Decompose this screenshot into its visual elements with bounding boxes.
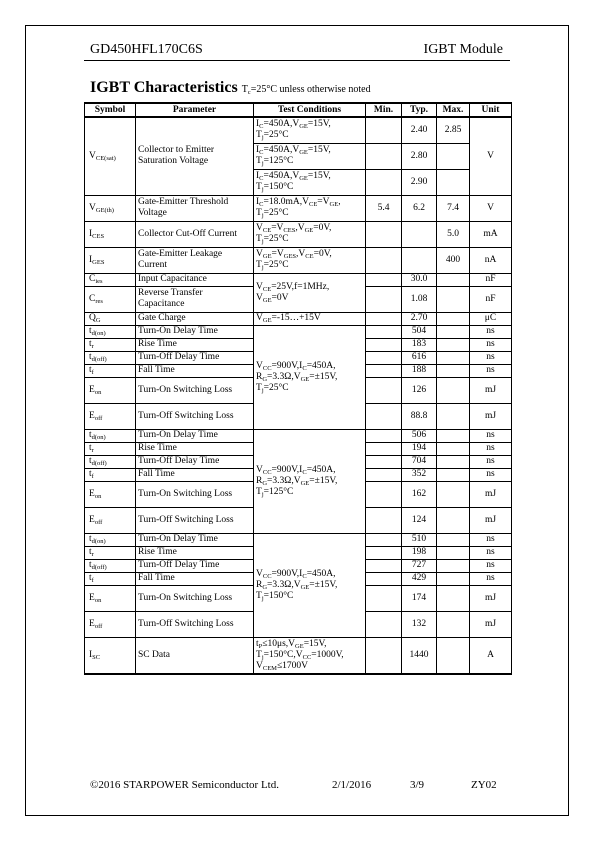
symbol-cell: $t_{d(off)}$ (85, 351, 136, 364)
typ-cell: 174 (402, 585, 437, 611)
symbol-cell: $I_{GES}$ (85, 247, 136, 273)
typ-cell: 188 (402, 364, 437, 377)
min-cell (366, 338, 402, 351)
min-cell (366, 468, 402, 481)
symbol-cell: $C_{res}$ (85, 286, 136, 312)
unit-cell: ns (470, 325, 512, 338)
condition-cell: $I_C=450A,V_{GE}=15V$, $T_j=150^\circ C$ (254, 169, 366, 195)
part-number: GD450HFL170C6S (90, 42, 203, 57)
symbol-cell: $E_{on}$ (85, 377, 136, 403)
condition-cell: $V_{GE}=-15\dots+15V$ (254, 312, 366, 325)
unit-cell: nF (470, 273, 512, 286)
section-title (90, 79, 371, 97)
typ-cell: 727 (402, 559, 437, 572)
symbol-cell: $E_{on}$ (85, 585, 136, 611)
table-row (85, 195, 512, 221)
footer-code: ZY02 (471, 779, 497, 791)
parameter-cell: Fall Time (136, 468, 254, 481)
unit-cell: ns (470, 559, 512, 572)
max-cell (437, 507, 470, 533)
parameter-cell: Gate Charge (136, 312, 254, 325)
unit-cell: mJ (470, 611, 512, 637)
table-row (85, 312, 512, 325)
igbt-characteristics-table (84, 102, 512, 675)
max-cell (437, 273, 470, 286)
parameter-cell: Turn-On Switching Loss (136, 585, 254, 611)
condition-cell: $V_{CC}=900V,I_C=450A$, $R_G=3.3\Omega,V_{GE}=\pm 15V$, $T_j=150^\circ C$ (254, 533, 366, 637)
min-cell (366, 221, 402, 247)
unit-cell: mJ (470, 377, 512, 403)
condition-cell: $I_C=18.0mA,V_{CE}=V_{GE}$, $T_j=25^\circ C$ (254, 195, 366, 221)
max-cell (437, 364, 470, 377)
min-cell (366, 585, 402, 611)
col-header: Max. (437, 103, 470, 117)
symbol-cell: $E_{off}$ (85, 403, 136, 429)
unit-cell: ns (470, 533, 512, 546)
footer-date: 2/1/2016 (332, 779, 372, 791)
max-cell (437, 325, 470, 338)
parameter-cell: Turn-Off Switching Loss (136, 611, 254, 637)
header-rule (84, 60, 510, 61)
condition-cell: $t_P\le 10\mu s,V_{GE}=15V$, $T_j=150^\circ C,V_{CC}=1000V$, $V_{CEM}\le 1700V$ (254, 637, 366, 674)
section-condition: $T_c=25^\circ C$ unless otherwise noted (241, 84, 371, 96)
col-header: Test Conditions (254, 103, 366, 117)
max-cell (437, 312, 470, 325)
condition-cell: $V_{CE}=25V,f=1MHz$, $V_{GE}=0V$ (254, 273, 366, 312)
typ-cell: 616 (402, 351, 437, 364)
max-cell (437, 455, 470, 468)
min-cell (366, 273, 402, 286)
parameter-cell: Fall Time (136, 364, 254, 377)
unit-cell: ns (470, 338, 512, 351)
min-cell (366, 637, 402, 674)
unit-cell: mJ (470, 481, 512, 507)
table-row (85, 221, 512, 247)
min-cell (366, 377, 402, 403)
symbol-cell: $I_{SC}$ (85, 637, 136, 674)
parameter-cell: Turn-Off Delay Time (136, 559, 254, 572)
condition-cell: $V_{CC}=900V,I_C=450A$, $R_G=3.3\Omega,V_{GE}=\pm 15V$, $T_j=25^\circ C$ (254, 325, 366, 429)
max-cell (437, 468, 470, 481)
symbol-cell: $C_{ies}$ (85, 273, 136, 286)
unit-cell: mA (470, 221, 512, 247)
footer-page: 3/9 (410, 779, 425, 791)
typ-cell: 1.08 (402, 286, 437, 312)
symbol-cell: $t_f$ (85, 572, 136, 585)
unit-cell: V (470, 117, 512, 195)
min-cell: 5.4 (366, 195, 402, 221)
symbol-cell: $t_r$ (85, 338, 136, 351)
unit-cell: mJ (470, 403, 512, 429)
col-header: Min. (366, 103, 402, 117)
unit-cell: A (470, 637, 512, 674)
symbol-cell: $t_f$ (85, 364, 136, 377)
condition-cell: $V_{GE}=V_{GES},V_{CE}=0V$, $T_j=25^\circ C$ (254, 247, 366, 273)
unit-cell: mJ (470, 507, 512, 533)
typ-cell: 183 (402, 338, 437, 351)
max-cell (437, 429, 470, 442)
max-cell: 2.85 (437, 117, 470, 143)
parameter-cell: Gate-Emitter Leakage Current (136, 247, 254, 273)
symbol-cell: $E_{on}$ (85, 481, 136, 507)
table-row (85, 273, 512, 286)
typ-cell: 2.70 (402, 312, 437, 325)
unit-cell: nF (470, 286, 512, 312)
footer-copyright: ©2016 STARPOWER Semiconductor Ltd. (90, 779, 279, 791)
typ-cell: 1440 (402, 637, 437, 674)
max-cell: 5.0 (437, 221, 470, 247)
symbol-cell: $I_{CES}$ (85, 221, 136, 247)
typ-cell: 162 (402, 481, 437, 507)
max-cell (437, 572, 470, 585)
parameter-cell: Turn-On Switching Loss (136, 481, 254, 507)
min-cell (366, 351, 402, 364)
condition-cell: $I_C=450A,V_{GE}=15V$, $T_j=125^\circ C$ (254, 143, 366, 169)
min-cell (366, 247, 402, 273)
parameter-cell: Fall Time (136, 572, 254, 585)
module-type: IGBT Module (423, 42, 503, 57)
parameter-cell: Rise Time (136, 338, 254, 351)
table-row (85, 429, 512, 442)
max-cell (437, 481, 470, 507)
min-cell (366, 611, 402, 637)
typ-cell: 2.90 (402, 169, 437, 195)
symbol-cell: $t_{d(on)}$ (85, 429, 136, 442)
typ-cell: 124 (402, 507, 437, 533)
table-header-row (85, 103, 512, 117)
parameter-cell: Input Capacitance (136, 273, 254, 286)
parameter-cell: Turn-On Switching Loss (136, 377, 254, 403)
table-row (85, 117, 512, 143)
max-cell (437, 533, 470, 546)
parameter-cell: SC Data (136, 637, 254, 674)
col-header: Parameter (136, 103, 254, 117)
condition-cell: $V_{CC}=900V,I_C=450A$, $R_G=3.3\Omega,V_{GE}=\pm 15V$, $T_j=125^\circ C$ (254, 429, 366, 533)
typ-cell: 704 (402, 455, 437, 468)
symbol-cell: $t_r$ (85, 442, 136, 455)
min-cell (366, 325, 402, 338)
unit-cell: ns (470, 455, 512, 468)
min-cell (366, 312, 402, 325)
symbol-cell: $t_{d(on)}$ (85, 325, 136, 338)
min-cell (366, 455, 402, 468)
max-cell: 400 (437, 247, 470, 273)
unit-cell: nA (470, 247, 512, 273)
typ-cell: 352 (402, 468, 437, 481)
min-cell (366, 533, 402, 546)
max-cell: 7.4 (437, 195, 470, 221)
parameter-cell: Turn-On Delay Time (136, 429, 254, 442)
symbol-cell: $E_{off}$ (85, 611, 136, 637)
unit-cell: ns (470, 546, 512, 559)
typ-cell: 30.0 (402, 273, 437, 286)
parameter-cell: Turn-Off Switching Loss (136, 403, 254, 429)
max-cell (437, 286, 470, 312)
parameter-cell: Gate-Emitter Threshold Voltage (136, 195, 254, 221)
max-cell (437, 637, 470, 674)
symbol-cell: $V_{GE(th)}$ (85, 195, 136, 221)
symbol-cell: $t_{d(on)}$ (85, 533, 136, 546)
max-cell (437, 559, 470, 572)
col-header: Unit (470, 103, 512, 117)
symbol-cell: $t_f$ (85, 468, 136, 481)
min-cell (366, 559, 402, 572)
min-cell (366, 481, 402, 507)
max-cell (437, 338, 470, 351)
parameter-cell: Rise Time (136, 442, 254, 455)
min-cell (366, 507, 402, 533)
unit-cell: ns (470, 364, 512, 377)
typ-cell (402, 221, 437, 247)
typ-cell: 194 (402, 442, 437, 455)
typ-cell: 6.2 (402, 195, 437, 221)
symbol-cell: $t_{d(off)}$ (85, 559, 136, 572)
min-cell (366, 442, 402, 455)
min-cell (366, 117, 402, 143)
parameter-cell: Collector to Emitter Saturation Voltage (136, 117, 254, 195)
parameter-cell: Rise Time (136, 546, 254, 559)
typ-cell: 132 (402, 611, 437, 637)
min-cell (366, 403, 402, 429)
max-cell (437, 403, 470, 429)
typ-cell: 510 (402, 533, 437, 546)
max-cell (437, 611, 470, 637)
typ-cell: 506 (402, 429, 437, 442)
typ-cell: 88.8 (402, 403, 437, 429)
table-row (85, 533, 512, 546)
min-cell (366, 546, 402, 559)
max-cell (437, 377, 470, 403)
symbol-cell: $V_{CE(sat)}$ (85, 117, 136, 195)
min-cell (366, 429, 402, 442)
typ-cell: 429 (402, 572, 437, 585)
min-cell (366, 143, 402, 169)
unit-cell: ns (470, 572, 512, 585)
symbol-cell: $E_{off}$ (85, 507, 136, 533)
max-cell (437, 143, 470, 169)
condition-cell: $V_{CE}=V_{CES},V_{GE}=0V$, $T_j=25^\circ C$ (254, 221, 366, 247)
condition-cell: $I_C=450A,V_{GE}=15V$, $T_j=25^\circ C$ (254, 117, 366, 143)
col-header: Symbol (85, 103, 136, 117)
min-cell (366, 572, 402, 585)
min-cell (366, 364, 402, 377)
typ-cell: 198 (402, 546, 437, 559)
unit-cell: μC (470, 312, 512, 325)
parameter-cell: Reverse Transfer Capacitance (136, 286, 254, 312)
symbol-cell: $Q_G$ (85, 312, 136, 325)
typ-cell: 2.80 (402, 143, 437, 169)
parameter-cell: Turn-On Delay Time (136, 533, 254, 546)
unit-cell: V (470, 195, 512, 221)
typ-cell: 126 (402, 377, 437, 403)
min-cell (366, 169, 402, 195)
table-row (85, 247, 512, 273)
max-cell (437, 351, 470, 364)
unit-cell: mJ (470, 585, 512, 611)
typ-cell: 504 (402, 325, 437, 338)
parameter-cell: Turn-Off Switching Loss (136, 507, 254, 533)
table-row (85, 325, 512, 338)
section-title-text: IGBT Characteristics (90, 79, 238, 96)
table-row (85, 637, 512, 674)
symbol-cell: $t_r$ (85, 546, 136, 559)
max-cell (437, 546, 470, 559)
parameter-cell: Turn-On Delay Time (136, 325, 254, 338)
unit-cell: ns (470, 429, 512, 442)
unit-cell: ns (470, 442, 512, 455)
max-cell (437, 585, 470, 611)
max-cell (437, 169, 470, 195)
min-cell (366, 286, 402, 312)
col-header: Typ. (402, 103, 437, 117)
max-cell (437, 442, 470, 455)
parameter-cell: Turn-Off Delay Time (136, 351, 254, 364)
unit-cell: ns (470, 468, 512, 481)
typ-cell: 2.40 (402, 117, 437, 143)
parameter-cell: Collector Cut-Off Current (136, 221, 254, 247)
parameter-cell: Turn-Off Delay Time (136, 455, 254, 468)
symbol-cell: $t_{d(off)}$ (85, 455, 136, 468)
typ-cell (402, 247, 437, 273)
unit-cell: ns (470, 351, 512, 364)
